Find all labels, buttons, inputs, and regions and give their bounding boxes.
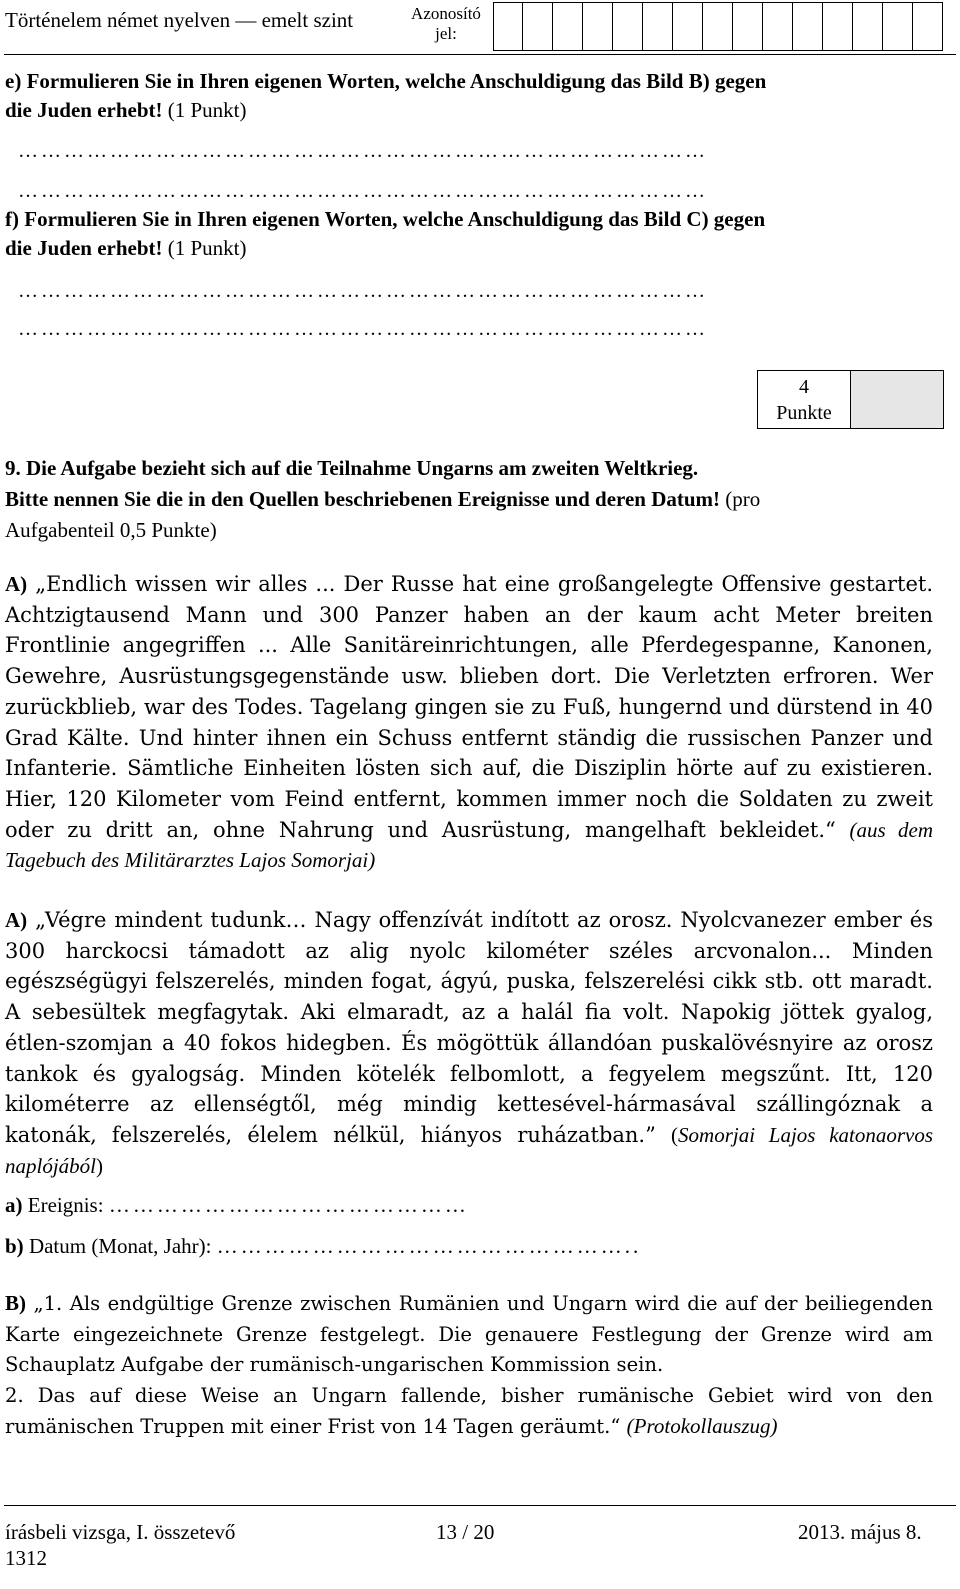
source-b-label: B) [5,1291,26,1315]
header-title: Történelem német nyelven — emelt szint [5,8,354,32]
answer-event-field[interactable]: ……………………………………… [108,1193,469,1217]
footer-left [5,1519,235,1571]
id-box[interactable] [913,2,943,51]
question-f-line2 [5,233,247,263]
source-a-hu-citation-close: ) [96,1153,104,1178]
source-b-text: „1. Als endgültige Grenze zwischen Rumänien und Ungarn wird die auf der beiliegenden Karte eingezeichnete Grenze festgelegt. Die genauere Festlegung der Grenze wird am Schauplatz Aufgabe der rumänisch-ungarischen Kommission sein. [5,1292,933,1377]
task9-line1: 9. Die Aufgabe bezieht sich auf die Teilnahme Ungarns am zweiten Weltkrieg. [5,456,699,480]
score-value: 4 [799,376,809,398]
question-e-line2 [5,95,247,125]
score-box [757,370,944,429]
id-box[interactable] [703,2,733,51]
id-box[interactable] [733,2,763,51]
task9-line2 [5,484,760,514]
footer-divider [4,1505,956,1506]
source-b-text2: 2. Das auf diese Weise an Ungarn fallende, bisher rumänische Gebiet wird von den rumänischen Truppen mit einer Frist von 14 Tagen geräumt.“ [5,1383,933,1439]
answer-event-row [5,1193,469,1218]
task9-instruction: Bitte nennen Sie die in den Quellen beschriebenen Ereignisse und deren Datum! [5,487,721,511]
footer-exam-name: írásbeli vizsga, I. összetevő [5,1520,236,1544]
id-box[interactable] [553,2,583,51]
score-value-cell [757,370,851,429]
source-b-citation: (Protokollauszug) [626,1414,778,1439]
question-f-text: die Juden erhebt! [5,236,163,260]
footer-date: 2013. május 8. [798,1520,922,1544]
id-boxes [493,2,943,51]
answer-line-e1[interactable]: ……………………………………………………………………………… [18,140,708,162]
score-input-cell[interactable] [851,370,944,429]
score-unit: Punkte [776,402,832,424]
question-e-points: (1 Punkt) [167,98,247,122]
answer-event-text: Ereignis: [27,1193,104,1217]
id-box[interactable] [673,2,703,51]
question-e-text: die Juden erhebt! [5,98,163,122]
answer-date-row [5,1234,641,1259]
answer-date-label: b) [5,1234,24,1258]
id-box[interactable] [883,2,913,51]
source-a-hungarian [5,905,933,1181]
task9-line3: Aufgabenteil 0,5 Punkte) [5,518,217,542]
source-b [5,1288,933,1443]
header-divider [4,54,956,55]
source-a-label: A) [5,572,28,596]
id-box[interactable] [583,2,613,51]
answer-event-label: a) [5,1193,23,1217]
id-label: Azonosító jel: [411,4,481,43]
question-e-line1: e) Formulieren Sie in Ihren eigenen Worten, welche Anschuldigung das Bild B) gegen [5,69,767,93]
source-a-text: „Endlich wissen wir alles ... Der Russe hat eine großangelegte Offensive gestartet. Achtzigtausend Mann und 300 Panzer haben an der kaum acht Meter breiten Frontlinie angegriffen ... Alle Sanitäreinrichtungen, alle Pferdegespanne, Kanonen, Gewehre, Ausrüstungsgegenstände usw. blieben dort. Die Verletzten erfroren. Wer zurückblieb, war des Todes. Tagelang gingen sie zu Fuß, hungernd und dürstend in 40 Grad Kälte. Und hinter ihnen ein Schuss entfernt ständig die russischen Panzer und Infanterie. Sämtliche Einheiten lösten sich auf, die Disziplin hörte auf zu existieren. Hier, 120 Kilometer vom Feind entfernt, kommen immer noch die Soldaten zu zweit oder zu dritt an, ohne Nahrung und Ausrüstung, mangelhaft bekleidet.“ [5,572,934,842]
id-box[interactable] [793,2,823,51]
answer-line-f1[interactable]: ……………………………………………………………………………… [18,280,708,302]
answer-line-f2[interactable]: ……………………………………………………………………………… [18,318,708,340]
source-a-hu-citation: Somorjai Lajos katonaorvos naplójából [5,1122,934,1178]
id-box[interactable] [613,2,643,51]
footer-exam-code: 1312 [5,1546,47,1570]
source-a-citation: (aus dem Tagebuch des Militärarztes Lajos Somorjai) [5,817,933,873]
id-box[interactable] [763,2,793,51]
id-box[interactable] [523,2,553,51]
source-a-hu-text: „Végre mindent tudunk… Nagy offenzívát indított az orosz. Nyolcvanezer ember és 300 harckocsi támadott az alig nyolc kilométer széles arcvonalon... Minden egészségügyi felszerelés, minden fogat, ágyú, puska, felszerelési cikk stb. ott maradt. A sebesültek megfagytak. Aki elmaradt, az a halál fia volt. Napokig jöttek gyalog, étlen-szomjan a 40 fokos hidegben. És mögöttük állandóan puskalövésnyire az orosz tankok és gyalogság. Minden kötelék felbomlott, a fegyelem megszűnt. Itt, 120 kilométerre az ellenségtől, még mindig kettesével-hármasával szállingóznak a katonák, felszerelés, élelem nélkül, hiányos ruházatban.” [5,908,933,1147]
answer-date-field[interactable]: …………………………………………….. [216,1234,642,1258]
source-a-hu-label: A) [5,908,28,932]
question-f-points: (1 Punkt) [167,236,247,260]
source-a-german [5,569,933,876]
question-f-line1: f) Formulieren Sie in Ihren eigenen Worten, welche Anschuldigung das Bild C) gegen [5,207,766,231]
id-box[interactable] [853,2,883,51]
footer-page-number: 13 / 20 [436,1520,495,1544]
source-a-hu-citation-open: ( [671,1122,679,1147]
task9-note: (pro [725,487,761,511]
id-box[interactable] [493,2,523,51]
answer-line-e2[interactable]: ……………………………………………………………………………… [18,180,708,202]
answer-date-text: Datum (Monat, Jahr): [28,1234,212,1258]
id-box[interactable] [643,2,673,51]
id-box[interactable] [823,2,853,51]
